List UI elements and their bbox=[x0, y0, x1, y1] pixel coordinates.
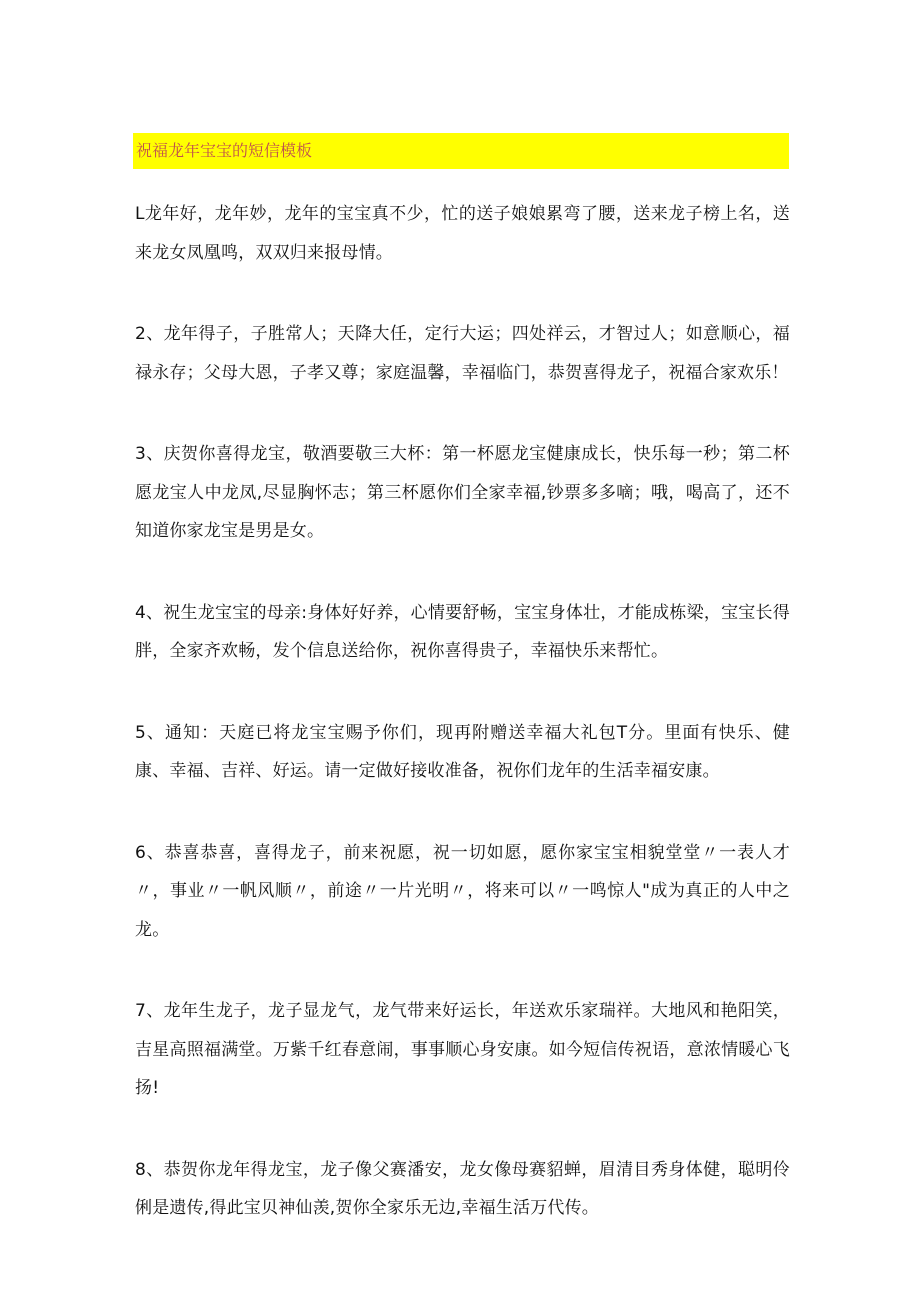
document-title bbox=[133, 133, 789, 169]
paragraph-7: 7、龙年生龙子，龙子显龙气，龙气带来好运长，年送欢乐家瑞祥。大地风和艳阳笑，吉星高照福满堂。万紫千红春意闹，事事顺心身安康。如今短信传祝语，意浓情暖心飞扬! bbox=[135, 1001, 790, 1098]
document-title-text: 祝福龙年宝宝的短信模板 bbox=[136, 141, 313, 160]
paragraph-4: 4、祝生龙宝宝的母亲:身体好好养，心情要舒畅，宝宝身体壮，才能成栋梁，宝宝长得胖，全家齐欢畅，发个信息送给你，祝你喜得贵子，幸福快乐来帮忙。 bbox=[135, 602, 790, 661]
paragraph-1: L龙年好，龙年妙，龙年的宝宝真不少，忙的送子娘娘累弯了腰，送来龙子榜上名，送来龙女凤凰鸣，双双归来报母情。 bbox=[135, 204, 790, 263]
paragraph-2: 2、龙年得子，子胜常人；天降大任，定行大运；四处祥云，才智过人；如意顺心，福禄永存；父母大恩，子孝又尊；家庭温馨，幸福临门，恭贺喜得龙子，祝福合家欢乐！ bbox=[135, 324, 790, 383]
paragraph-6: 6、恭喜恭喜，喜得龙子，前来祝愿，祝一切如愿，愿你家宝宝相貌堂堂〃一表人才〃，事业〃一帆风顺〃，前途〃一片光明〃，将来可以〃一鸣惊人"成为真正的人中之龙。 bbox=[135, 842, 790, 940]
paragraph-3: 3、庆贺你喜得龙宝，敬酒要敬三大杯：第一杯愿龙宝健康成长，快乐每一秒；第二杯愿龙宝人中龙凤,尽显胸怀志；第三杯愿你们全家幸福,钞票多多嘀；哦，喝高了，还不知道你家龙宝是男是女。 bbox=[135, 444, 790, 541]
paragraph-8: 8、恭贺你龙年得龙宝，龙子像父赛潘安，龙女像母赛貂蝉，眉清目秀身体健，聪明伶俐是遗传,得此宝贝神仙羡,贺你全家乐无边,幸福生活万代传。 bbox=[135, 1159, 790, 1218]
document-body bbox=[135, 195, 790, 1271]
paragraph-5: 5、通知：天庭已将龙宝宝赐予你们，现再附赠送幸福大礼包T分。里面有快乐、健康、幸福、吉祥、好运。请一定做好接收准备，祝你们龙年的生活幸福安康。 bbox=[135, 722, 790, 781]
